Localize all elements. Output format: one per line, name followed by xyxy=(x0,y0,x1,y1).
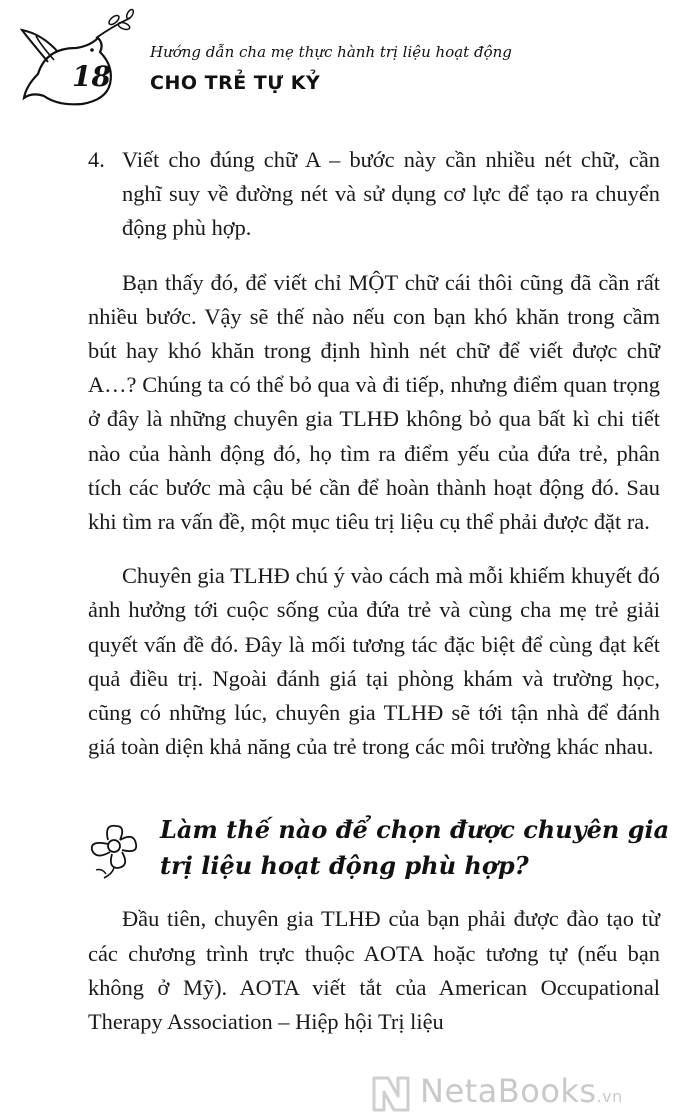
item-number: 4. xyxy=(88,147,105,172)
numbered-item xyxy=(88,143,660,246)
flower-icon xyxy=(84,818,152,880)
body-paragraph: Đầu tiên, chuyên gia TLHĐ của bạn phải được đào tạo từ các chương trình trực thuộc AOTA hoặc tương tự (nếu bạn không ở Mỹ). AOTA viết tắt của American Occupational Therapy Association – Hiệp hội Trị liệu xyxy=(88,906,660,1035)
page-number: 18 xyxy=(72,60,111,93)
body-paragraph: Chuyên gia TLHĐ chú ý vào cách mà mỗi khiếm khuyết đó ảnh hưởng tới cuộc sống của đứa trẻ và cùng cha mẹ trẻ giải quyết vấn đề đó. Đây là mối tương tác đặc biệt để cùng đạt kết quả điều trị. Ngoài đánh giá tại phòng khám và trường học, cũng có những lúc, chuyên gia TLHĐ sẽ tới tận nhà để đánh giá toàn diện khả năng của trẻ trong các môi trường khác nhau. xyxy=(88,563,660,760)
section-heading xyxy=(88,812,670,896)
watermark xyxy=(368,1068,698,1118)
page-body xyxy=(88,143,670,1039)
watermark-brand: NetaBooks.vn xyxy=(420,1072,623,1110)
netabooks-logo-icon xyxy=(368,1072,414,1114)
watermark-suffix: .vn xyxy=(596,1087,623,1106)
item-text: Viết cho đúng chữ A – bước này cần nhiều nét chữ, cần nghĩ suy về đường nét và sử dụng cơ lực để tạo ra chuyển động phù hợp. xyxy=(122,147,660,241)
running-header-subtitle: Hướng dẫn cha mẹ thực hành trị liệu hoạt động xyxy=(150,43,512,61)
body-paragraph: Bạn thấy đó, để viết chỉ MỘT chữ cái thôi cũng đã cần rất nhiều bước. Vậy sẽ thế nào nếu con bạn khó khăn trong cầm bút hay khó khăn trong định hình nét chữ để viết được chữ A…? Chúng ta có thể bỏ qua và đi tiếp, nhưng điểm quan trọng ở đây là những chuyên gia TLHĐ không bỏ qua bất kì chi tiết nào của hành động đó, họ tìm ra điểm yếu của đứa trẻ, phân tích các bước mà cậu bé cần để hoàn thành hoạt động đó. Sau khi tìm ra vấn đề, một mục tiêu trị liệu cụ thể phải được đặt ra. xyxy=(88,269,660,535)
section-heading-text: Làm thế nào để chọn được chuyên gia trị liệu hoạt động phù hợp? xyxy=(160,815,670,881)
running-header-title: CHO TRẺ TỰ KỶ xyxy=(150,72,321,94)
page-header xyxy=(0,0,700,120)
